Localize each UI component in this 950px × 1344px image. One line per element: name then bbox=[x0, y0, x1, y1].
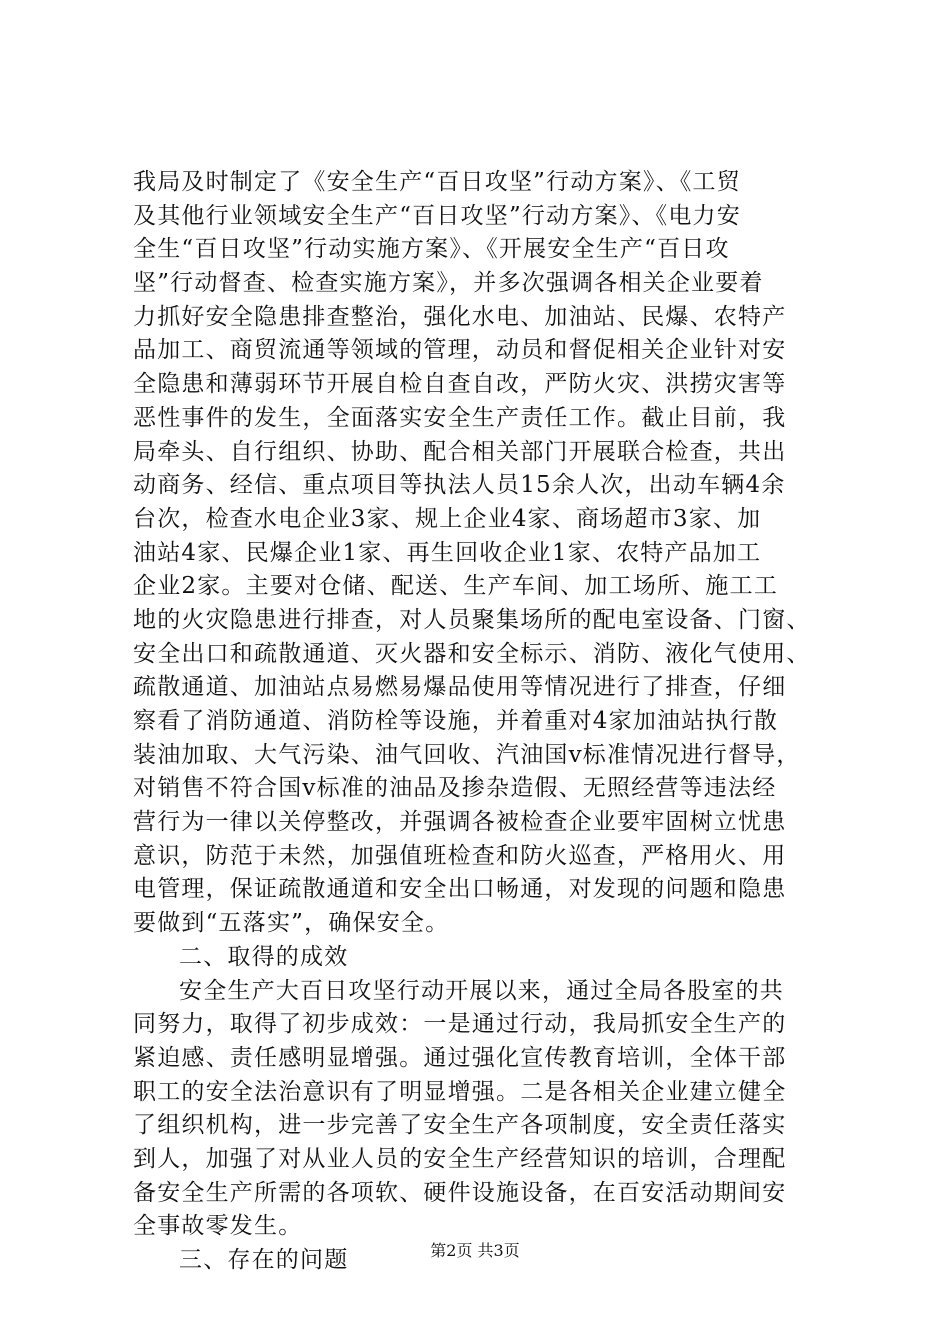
paragraph-line: 职工的安全法治意识有了明显增强。二是各相关企业建立健全 bbox=[133, 1078, 787, 1105]
paragraph-line: 地的火灾隐患进行排查，对人员聚集场所的配电室设备、门窗、 bbox=[133, 606, 811, 633]
paragraph-line: 紧迫感、责任感明显增强。通过强化宣传教育培训，全体干部 bbox=[133, 1044, 787, 1071]
paragraph-line: 意识，防范于未然，加强值班检查和防火巡查，严格用火、用 bbox=[133, 842, 787, 869]
paragraph-line: 全事故零发生。 bbox=[133, 1213, 303, 1240]
paragraph-line: 电管理，保证疏散通道和安全出口畅通，对发现的问题和隐患 bbox=[133, 876, 787, 903]
paragraph-line: 察看了消防通道、消防栓等设施，并着重对4家加油站执行散 bbox=[133, 708, 779, 734]
paragraph-line: 企业2家。主要对仓储、配送、生产车间、加工场所、施工工 bbox=[133, 573, 779, 600]
section-heading: 三、存在的问题 bbox=[179, 1247, 349, 1273]
paragraph-line: 台次，检查水电企业3家、规上企业4家、商场超市3家、加 bbox=[133, 505, 762, 532]
paragraph-line: 到人，加强了对从业人员的安全生产经营知识的培训，合理配 bbox=[133, 1145, 787, 1172]
document-body bbox=[133, 166, 833, 1278]
paragraph-line: 我局及时制定了《安全生产“百日攻坚”行动方案》、《工贸 bbox=[133, 169, 741, 195]
page-number: 第2页 共3页 bbox=[430, 1241, 520, 1260]
paragraph-line: 品加工、商贸流通等领域的管理，动员和督促相关企业针对安 bbox=[133, 337, 787, 364]
page-footer bbox=[0, 1241, 950, 1261]
paragraph-line: 局牵头、自行组织、协助、配合相关部门开展联合检查，共出 bbox=[133, 438, 787, 465]
paragraph-line: 对销售不符合国ⅴ标准的油品及掺杂造假、无照经营等违法经 bbox=[133, 775, 777, 802]
paragraph-line: 全生“百日攻坚”行动实施方案》、《开展安全生产“百日攻 bbox=[133, 236, 730, 263]
paragraph-line: 动商务、经信、重点项目等执法人员15余人次，出动车辆4余 bbox=[133, 472, 786, 499]
paragraph-line: 同努力，取得了初步成效：一是通过行动，我局抓安全生产的 bbox=[133, 1011, 787, 1038]
paragraph-line: 营行为一律以关停整改，并强调各被检查企业要牢固树立忧患 bbox=[133, 809, 787, 836]
paragraph-line: 及其他行业领域安全生产“百日攻坚”行动方案》、《电力安 bbox=[133, 202, 741, 229]
paragraph-line: 安全生产大百日攻坚行动开展以来，通过全局各股室的共 bbox=[179, 977, 784, 1004]
section-heading: 二、取得的成效 bbox=[179, 943, 349, 970]
paragraph-line: 恶性事件的发生，全面落实安全生产责任工作。截止目前，我 bbox=[133, 404, 787, 431]
paragraph-line: 全隐患和薄弱环节开展自检自查自改，严防火灾、洪捞灾害等 bbox=[133, 371, 787, 398]
paragraph-line: 疏散通道、加油站点易燃易爆品使用等情况进行了排查，仔细 bbox=[133, 674, 787, 701]
paragraph-line: 力抓好安全隐患排查整治，强化水电、加油站、民爆、农特产 bbox=[133, 303, 787, 330]
paragraph-line: 要做到“五落实”，确保安全。 bbox=[133, 910, 450, 937]
paragraph-line: 装油加取、大气污染、油气回收、汽油国ⅴ标准情况进行督导， bbox=[133, 741, 801, 768]
paragraph-line: 备安全生产所需的各项软、硬件设施设备，在百安活动期间安 bbox=[133, 1179, 787, 1206]
paragraph-line: 坚”行动督查、检查实施方案》，并多次强调各相关企业要着 bbox=[133, 270, 764, 297]
paragraph-line: 油站4家、民爆企业1家、再生回收企业1家、农特产品加工 bbox=[133, 539, 762, 566]
paragraph-line: 了组织机构，进一步完善了安全生产各项制度，安全责任落实 bbox=[133, 1112, 787, 1139]
paragraph-line: 安全出口和疏散通道、灭火器和安全标示、消防、液化气使用、 bbox=[133, 640, 811, 667]
